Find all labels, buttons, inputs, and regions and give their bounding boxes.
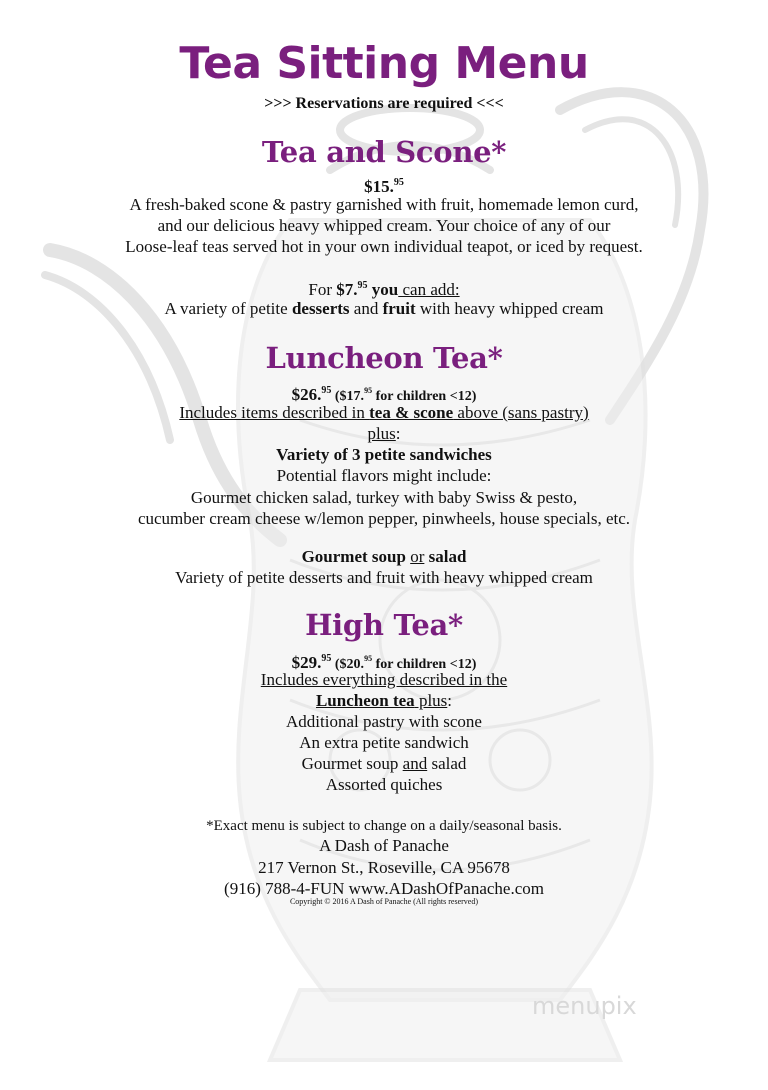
child-price-main: ($20. [331,657,365,672]
child-price-main: ($17. [331,389,365,404]
page-title: Tea Sitting Menu [179,38,589,89]
footer-business: A Dash of Panache [319,836,449,855]
plus-colon: : [395,424,401,443]
scone-desc-1: A fresh-baked scone & pastry garnished with fruit, homemade lemon curd, [129,195,639,214]
luncheon-plus [0,423,768,444]
luncheon-flavors-2: cucumber cream cheese w/lemon pepper, pinwheels, house specials, etc. [137,509,631,528]
scone-desc-3: Loose-leaf teas served hot in your own individual teapot, or iced by request. [125,237,643,256]
addon-text-a: A variety of petite [164,299,292,318]
high-item-2: An extra petite sandwich [299,733,469,752]
scone-addon-price [0,275,768,300]
heading-high-tea: High Tea* [305,608,463,642]
addon-desserts: desserts [291,299,350,318]
luncheon-sandwiches: Variety of 3 petite sandwiches [276,445,492,464]
salad-label: salad [428,547,467,566]
price-main: $29. [291,653,322,672]
addon-rest: with heavy whipped cream [415,299,604,318]
includes-text-a: Includes items described in [179,403,370,422]
plus-label: plus [414,691,448,710]
luncheon-desserts: Variety of petite desserts and fruit with heavy whipped cream [175,568,593,587]
plus-colon: : [447,691,453,710]
high-luncheon-plus [0,690,768,711]
price-main: $15. [364,177,394,196]
heading-luncheon-tea: Luncheon Tea* [265,341,503,375]
item-salad: salad [427,754,467,773]
high-includes: Includes everything described in the [260,670,508,689]
watermark-logo: menupix [532,992,637,1020]
footer-copyright: Copyright © 2016 A Dash of Panache (All rights reserved) [289,897,479,906]
addon-prefix: For [308,280,337,299]
luncheon-soup-salad [0,546,768,567]
plus-label: plus [367,424,396,443]
addon-price-main: $7. [336,280,358,299]
price-cents: 95 [393,177,404,188]
child-price-note: for children <12) [372,657,477,672]
footer-address: 217 Vernon St., Roseville, CA 95678 [258,858,510,877]
scone-addon-desc [0,298,768,319]
item-soup: Gourmet soup [301,754,403,773]
addon-fruit: fruit [382,299,416,318]
luncheon-tea-label: Luncheon tea [315,691,415,710]
price-cents: 95 [321,653,332,664]
addon-you: you [367,280,399,299]
addon-and: and [349,299,383,318]
addon-price-cents: 95 [357,280,368,291]
high-item-1: Additional pastry with scone [286,712,482,731]
child-price-cents: 95 [364,386,373,395]
luncheon-includes [0,402,768,423]
heading-tea-and-scone: Tea and Scone* [261,135,507,169]
luncheon-flavors-1: Gourmet chicken salad, turkey with baby Swiss & pesto, [190,488,578,507]
scone-desc-2: and our delicious heavy whipped cream. Your choice of any of our [157,216,611,235]
includes-tea-and-scone: tea & scone [369,403,454,422]
includes-text-b: above (sans pastry) [453,403,589,422]
price-cents: 95 [321,385,332,396]
soup-or: or [410,547,425,566]
soup-label: Gourmet soup [301,547,406,566]
item-and: and [402,754,428,773]
luncheon-flavors-intro: Potential flavors might include: [276,466,492,485]
child-price-cents: 95 [364,654,373,663]
price-main: $26. [291,385,322,404]
child-price-note: for children <12) [372,389,477,404]
high-item-3 [0,753,768,774]
high-item-4: Assorted quiches [325,775,443,794]
footer-note: *Exact menu is subject to change on a daily/seasonal basis. [206,818,562,834]
footer-contact: (916) 788-4-FUN www.ADashOfPanache.com [224,879,544,898]
addon-can-add: can add: [398,280,460,299]
reservation-note: >>> Reservations are required <<< [264,95,504,112]
